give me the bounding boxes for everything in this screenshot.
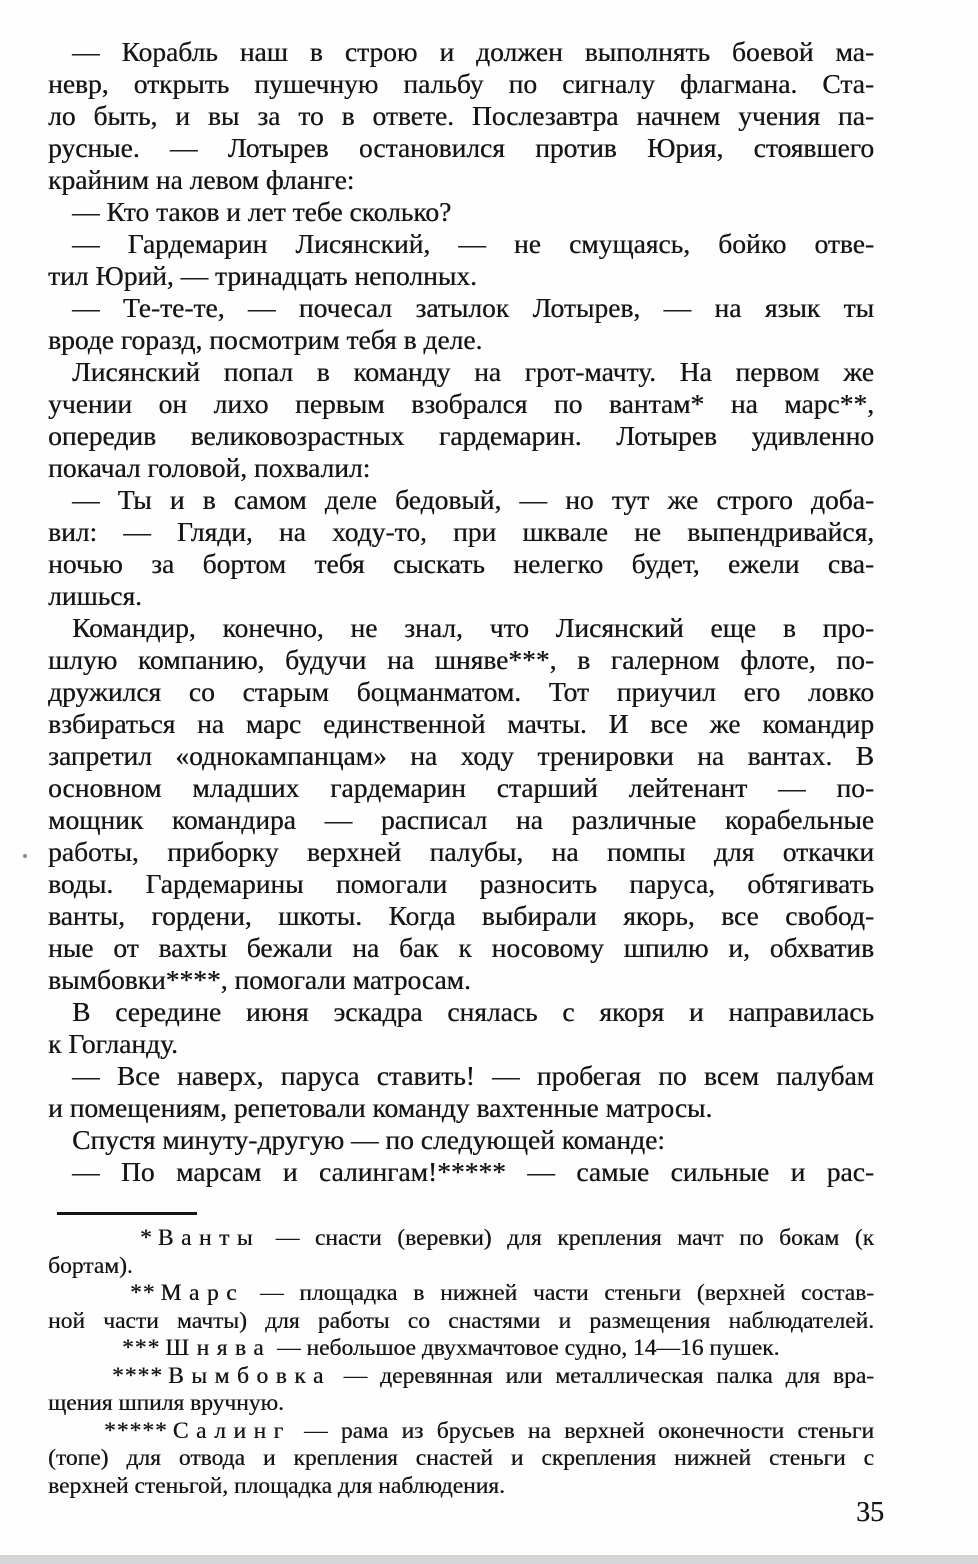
footnote-line: щения шпиля вручную. xyxy=(48,1390,284,1416)
footnote-first-line: **** Вымбовка — деревянная или металлическая палка для вра- xyxy=(112,1362,874,1389)
paragraph xyxy=(48,484,874,612)
footnote-marker: *** xyxy=(122,1335,161,1361)
text-line: к Гогланду. xyxy=(48,1028,178,1059)
footnote-line: верхней стеньгой, площадка для наблюдения. xyxy=(48,1472,505,1499)
text-line: ванты, гордени, шкоты. Когда выбирали якорь, все свобод- xyxy=(48,900,874,931)
footnote-list xyxy=(48,1225,874,1500)
text-line: вымбовки****, помогали матросам. xyxy=(48,964,471,995)
footnote-separator xyxy=(57,1212,197,1215)
paragraph xyxy=(48,1156,874,1188)
text-line: — Корабль наш в строю и должен выполнять боевой ма- xyxy=(72,36,874,67)
text-line: основном младших гардемарин старший лейтенант — по- xyxy=(48,772,874,803)
text-line: и помещениям, репетовали команду вахтенные матросы. xyxy=(48,1092,713,1123)
text-line: взбираться на марс единственной мачты. И все же командир xyxy=(48,708,874,739)
text-line: запретил «однокампанцам» на ходу тренировки на вантах. В xyxy=(48,740,874,771)
footnote-line: ной части мачты) для работы со снастями и размещения наблюдателей. xyxy=(48,1307,874,1334)
text-line: ло быть, и вы за то в ответе. Послезавтра начнем учения па- xyxy=(48,100,874,131)
footnote-line: бортам). xyxy=(48,1252,133,1279)
paragraph xyxy=(48,292,874,356)
text-line: — Все наверх, паруса ставить! — пробегая по всем палубам xyxy=(72,1060,874,1091)
text-line: Командир, конечно, не знал, что Лисянский еще в про- xyxy=(72,612,874,643)
footnote xyxy=(48,1418,874,1501)
footnote-first-line: * Ванты — снасти (веревки) для крепления мачт по бокам (к xyxy=(140,1225,874,1251)
text-line: ночью за бортом тебя сыскать нелегко будет, ежели сва- xyxy=(48,548,874,579)
text-line: вил: — Гляди, на ходу-то, при шквале не выпендривайся, xyxy=(48,516,874,547)
paragraph xyxy=(48,1124,874,1156)
text-line: крайним на левом фланге: xyxy=(48,164,355,195)
text-line: учении он лихо первым взобрался по вантам* на марс**, xyxy=(48,388,874,419)
body-text xyxy=(48,36,874,1188)
footnote xyxy=(48,1335,874,1363)
text-line: — Кто таков и лет тебе сколько? xyxy=(72,196,452,227)
text-line: работы, приборку верхней палубы, на помпы для откачки xyxy=(48,836,874,867)
footnote xyxy=(48,1363,874,1418)
page-number: 35 xyxy=(856,1497,884,1528)
footnote-marker: ***** xyxy=(104,1417,168,1444)
text-line: русные. — Лотырев остановился против Юрия, стоявшего xyxy=(48,132,874,163)
scan-speck xyxy=(23,854,27,858)
footnote-marker: * xyxy=(140,1225,153,1251)
footnote-first-line: ** Марс — площадка в нижней части стеньги (верхней состав- xyxy=(130,1280,874,1306)
footnote-marker: **** xyxy=(112,1362,163,1389)
text-line: мощник командира — расписал на различные корабельные xyxy=(48,804,874,835)
footnote-term: Салинг xyxy=(172,1417,291,1444)
text-line: опередив великовозрастных гардемарин. Лотырев удивленно xyxy=(48,420,874,451)
text-line: — Те-те-те, — почесал затылок Лотырев, — на язык ты xyxy=(72,292,874,323)
paragraph xyxy=(48,612,874,996)
text-line: Спустя минуту-другую — по следующей команде: xyxy=(72,1124,665,1155)
text-line: шлую компанию, будучи на шняве***, в галерном флоте, по- xyxy=(48,644,874,675)
footnote-term: Ванты xyxy=(157,1225,261,1251)
text-line: воды. Гардемарины помогали разносить паруса, обтягивать xyxy=(48,868,874,899)
scan-edge-bar xyxy=(0,1555,978,1564)
text-column xyxy=(48,36,874,1500)
text-line: тил Юрий, — тринадцать неполных. xyxy=(48,260,477,291)
text-line: — Ты и в самом деле бедовый, — но тут же строго доба- xyxy=(72,484,874,515)
footnote-first-line: *** Шнява — небольшое двухмачтовое судно, 14—16 пушек. xyxy=(122,1335,780,1361)
text-line: — По марсам и салингам!***** — самые сильные и рас- xyxy=(72,1156,874,1187)
text-line: лишься. xyxy=(48,580,142,611)
paragraph xyxy=(48,196,874,228)
footnote-term: Марс xyxy=(160,1280,245,1306)
footnote-first-line: ***** Салинг — рама из брусьев на верхней оконечности стеньги xyxy=(104,1417,874,1444)
paragraph xyxy=(48,1060,874,1124)
text-line: Лисянский попал в команду на грот-мачту. На первом же xyxy=(72,356,874,387)
footnote-marker: ** xyxy=(130,1280,156,1306)
footnote-term: Вымбовка xyxy=(168,1362,331,1389)
text-line: невр, открыть пушечную пальбу по сигналу флагмана. Ста- xyxy=(48,68,874,99)
text-line: — Гардемарин Лисянский, — не смущаясь, бойко отве- xyxy=(72,228,874,259)
text-line: ные от вахты бежали на бак к носовому шпилю и, обхватив xyxy=(48,932,874,963)
text-line: покачал головой, похвалил: xyxy=(48,452,371,483)
footnote-term: Шнява xyxy=(165,1335,272,1361)
footnote xyxy=(48,1280,874,1335)
text-line: В середине июня эскадра снялась с якоря и направилась xyxy=(72,996,874,1027)
footnote-line: (топе) для отвода и крепления снастей и скрепления нижней стеньги с xyxy=(48,1445,874,1471)
text-line: дружился со старым боцманматом. Тот приучил его ловко xyxy=(48,676,874,707)
paragraph xyxy=(48,228,874,292)
footnote xyxy=(48,1225,874,1280)
paragraph xyxy=(48,356,874,484)
paragraph xyxy=(48,996,874,1060)
text-line: вроде горазд, посмотрим тебя в деле. xyxy=(48,324,483,355)
paragraph xyxy=(48,36,874,196)
